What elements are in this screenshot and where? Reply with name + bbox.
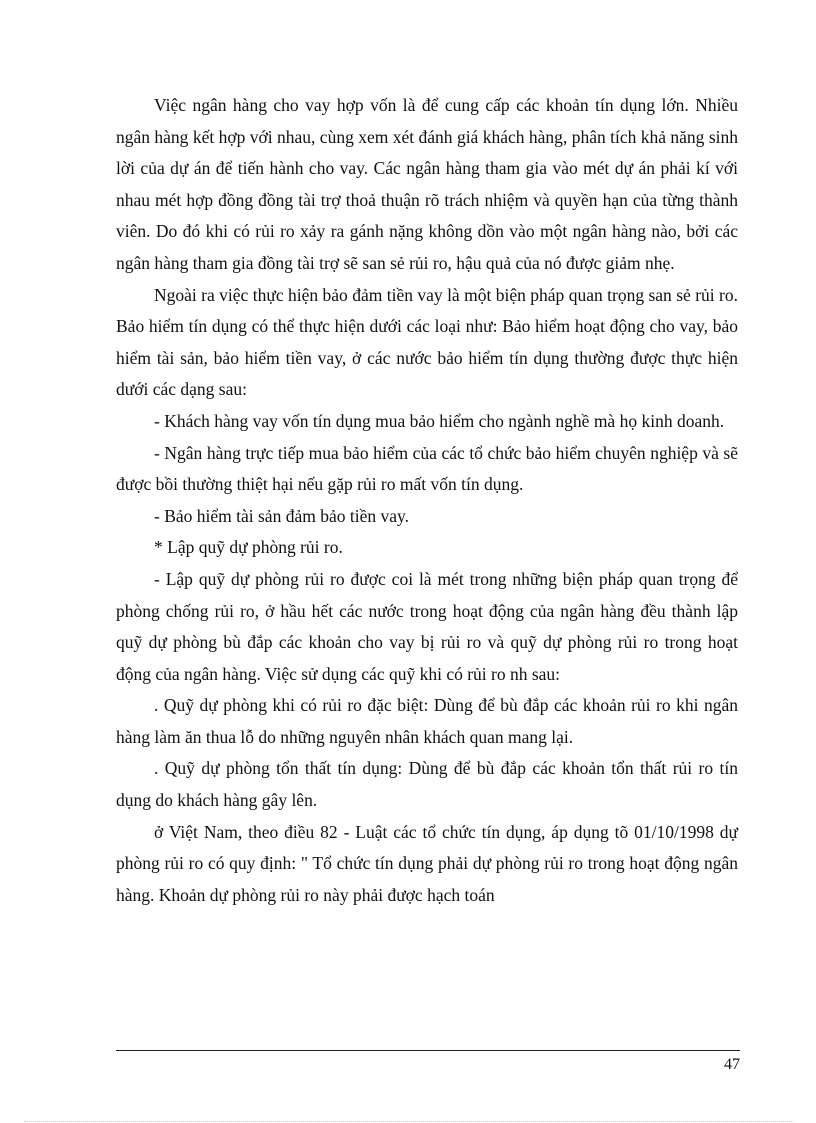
list-item-credit-loss-reserve: . Quỹ dự phòng tổn thất tín dụng: Dùng để bù đắp các khoản tổn thất rủi ro tín dụng do khách hàng gây lên. bbox=[116, 758, 738, 811]
list-item-special-reserve: . Quỹ dự phòng khi có rủi ro đặc biệt: Dùng để bù đắp các khoản rủi ro khi ngân hàng làm ăn thua lỗ do những nguyên nhân khách quan mang lại. bbox=[116, 695, 738, 747]
list-item-bank-insurance: - Ngân hàng trực tiếp mua bảo hiểm của các tổ chức bảo hiểm chuyên nghiệp và sẽ được bồi thường thiệt hại nếu gặp rủi ro mất vốn tín dụng. bbox=[116, 442, 738, 495]
page-number: 47 bbox=[724, 1056, 740, 1073]
list-item-borrower-insurance: - Khách hàng vay vốn tín dụng mua bảo hiểm cho ngành nghề mà họ kinh doanh. bbox=[154, 410, 725, 431]
paragraph-vietnam-law: ở Việt Nam, theo điều 82 - Luật các tổ chức tín dụng, áp dụng tõ 01/10/1998 dự phòng rủi ro có quy định: " Tổ chức tín dụng phải dự phòng rủi ro trong hoạt động ngân hàng. Khoản dự phòng rủi ro này phải được hạch toán bbox=[116, 821, 738, 905]
footer-divider bbox=[116, 1050, 740, 1051]
section-heading-risk-reserve: * Lập quỹ dự phòng rủi ro. bbox=[154, 537, 343, 558]
page-bottom-dotted-line bbox=[24, 1121, 794, 1122]
list-item-collateral-insurance: - Bảo hiểm tài sản đảm bảo tiền vay. bbox=[154, 505, 409, 526]
paragraph-risk-reserve: - Lập quỹ dự phòng rủi ro được coi là mét trong những biện pháp quan trọng để phòng chống rủi ro, ở hầu hết các nước trong hoạt động của ngân hàng đều thành lập quỹ dự phòng bù đắp các khoản cho vay bị rủi ro và quỹ dự phòng rủi ro trong hoạt động của ngân hàng. Việc sử dụng các quỹ khi có rủi ro nh sau: bbox=[116, 568, 738, 684]
paragraph-syndicated-lending: Việc ngân hàng cho vay hợp vốn là để cung cấp các khoản tín dụng lớn. Nhiều ngân hàng kết hợp với nhau, cùng xem xét đánh giá khách hàng, phân tích khả năng sinh lời của dự án để tiến hành cho vay. Các ngân hàng tham gia vào mét dự án phải kí với nhau mét hợp đồng đồng tài trợ thoả thuận rõ trách nhiệm và quyền hạn của từng thành viên. Do đó khi có rủi ro xảy ra gánh nặng không dồn vào một ngân hàng nào, bởi các ngân hàng tham gia đồng tài trợ sẽ san sẻ rủi ro, hậu quả của nó được giảm nhẹ. bbox=[116, 95, 738, 273]
body-text bbox=[116, 90, 738, 911]
paragraph-loan-insurance: Ngoài ra việc thực hiện bảo đảm tiền vay là một biện pháp quan trọng san sẻ rủi ro. Bảo hiểm tín dụng có thể thực hiện dưới các loại như: Bảo hiểm hoạt động cho vay, bảo hiểm tài sản, bảo hiểm tiền vay, ở các nước bảo hiểm tín dụng thường được thực hiện dưới các dạng sau: bbox=[116, 284, 738, 400]
